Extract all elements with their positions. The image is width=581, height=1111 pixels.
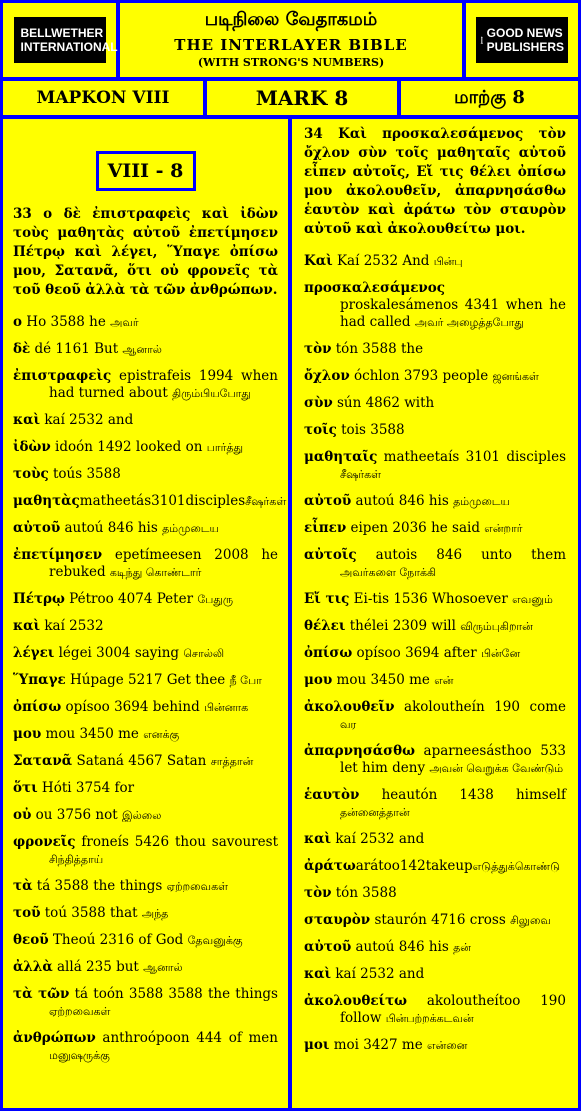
tamil-gloss: சொல்லி (183, 647, 225, 660)
interlinear-word-entry (13, 986, 278, 1020)
greek-word: ὀπίσω (13, 699, 62, 715)
interlinear-word-entry (304, 645, 566, 662)
tamil-gloss: அவர் அழைத்தபோது (414, 316, 524, 329)
interlinear-word-entry (304, 253, 566, 270)
greek-word: μοι (304, 1037, 330, 1053)
tamil-gloss: சிலுவை (510, 914, 551, 927)
tamil-gloss: சாத்தான் (210, 755, 254, 768)
title-tamil: படிநிலை வேதாகமம் (204, 9, 378, 30)
tamil-gloss: எவனும் (512, 593, 553, 606)
greek-word: καὶ (304, 831, 332, 847)
tamil-gloss: அவர்களை நோக்கி (340, 566, 437, 579)
interlinear-word-entry (304, 395, 566, 412)
logo-left-text: BELLWETHER INTERNATIONAL (20, 26, 118, 54)
greek-word: θέλει (304, 618, 346, 634)
greek-word: εἶπεν (304, 520, 347, 536)
tamil-gloss: ஜனங்கள் (492, 370, 539, 383)
interlinear-word-entry (304, 422, 566, 439)
gloss-text: moi 3427 me (329, 1037, 427, 1053)
greek-word: τὸν (304, 885, 332, 901)
verse-33-text: 33 ο δὲ ἐπιστραφεὶς καὶ ἰδὼν τοὺς μαθητὰς αὐτοῦ ἐπετίμησεν Πέτρῳ καὶ λέγει, Ὕπαγε ὀπίσω μου, Σατανᾶ, ὅτι οὐ φρονεῖς τὰ τοῦ θεοῦ ἀλλὰ τὰ τῶν ἀνθρώπων. (13, 206, 278, 298)
greek-word: μου (304, 672, 333, 688)
right-word-list (304, 253, 566, 1054)
gloss-text: óchlon 3793 people (349, 368, 493, 384)
tamil-gloss: தன் (453, 941, 471, 954)
greek-word: τὰ (13, 878, 33, 894)
gloss-text: opísoo 3694 after (352, 645, 481, 661)
greek-word: ὀπίσω (304, 645, 353, 661)
interlinear-word-entry (13, 412, 278, 429)
chapter-label: VIII - 8 (96, 151, 196, 191)
gloss-text: tón 3588 the (331, 341, 424, 357)
band-english-book: MARK 8 (207, 81, 397, 115)
tamil-gloss: அந்த (141, 907, 169, 920)
gloss-text: akoloutheín 190 come (394, 699, 566, 715)
greek-word: ἀράτω (304, 858, 356, 874)
gloss-text: Ho 3588 he (22, 314, 111, 330)
interlinear-word-entry (304, 547, 566, 581)
interlinear-word-entry (13, 547, 278, 581)
tamil-gloss: கடிந்து கொண்டார் (109, 566, 202, 579)
gloss-text: Kaí 2532 And (332, 253, 434, 269)
interlinear-word-entry (304, 618, 566, 635)
interlinear-word-entry (304, 885, 566, 902)
gloss-text: anthroópoon 444 of men (95, 1030, 278, 1046)
tamil-gloss: பின்பற்றக்கடவன் (385, 1012, 474, 1025)
gloss-text: kaí 2532 and (331, 966, 425, 982)
interlinear-word-entry (304, 591, 566, 608)
interlinear-word-entry (304, 341, 566, 358)
interlinear-word-entry (13, 341, 278, 358)
greek-word: τὰ τῶν (13, 986, 70, 1002)
gloss-text: mou 3450 me (332, 672, 435, 688)
title-subtitle: (WITH STRONG'S NUMBERS) (197, 56, 385, 69)
greek-word: θεοῦ (13, 932, 49, 948)
tamil-gloss: அவன் வெறுக்க வேண்டும் (429, 762, 564, 775)
interlinear-word-entry (304, 699, 566, 733)
left-column (3, 119, 288, 1108)
interlinear-word-entry (13, 368, 278, 402)
gloss-text: heautón 1438 himself (359, 787, 566, 803)
header-title-block (120, 3, 462, 77)
gloss-text: akoloutheítoo 190 follow (340, 993, 566, 1026)
tamil-gloss: எனக்கு (143, 728, 180, 741)
greek-word: καὶ (13, 412, 41, 428)
publisher-logo-right (466, 3, 578, 77)
greek-word: φρονεῖς (13, 834, 76, 850)
tamil-gloss: சீஷர்கள் (340, 468, 382, 481)
left-word-list (13, 314, 287, 1064)
greek-word: δὲ (13, 341, 31, 357)
greek-word: σταυρὸν (304, 912, 371, 928)
interlinear-word-entry (304, 280, 566, 331)
greek-word: αὐτοῦ (304, 939, 352, 955)
greek-word: αὐτοῦ (304, 493, 352, 509)
greek-word: τοὺς (13, 466, 49, 482)
greek-word: ἀκολουθεῖν (304, 699, 395, 715)
interlinear-word-entry (304, 743, 566, 777)
interlinear-word-entry (13, 314, 278, 331)
interlinear-word-entry (13, 726, 278, 743)
band-tamil-book: மாற்கு 8 (401, 81, 578, 115)
gloss-text: kaí 2532 and (40, 412, 134, 428)
gloss-text: aparneesásthoo 533 let him deny (340, 743, 566, 776)
interlinear-word-entry (304, 787, 566, 821)
tamil-gloss: அவர் (110, 316, 139, 329)
interlinear-word-entry (304, 520, 566, 537)
logo-right-text: GOOD NEWS PUBLISHERS (486, 26, 564, 54)
greek-word: αὐτοῖς (304, 547, 357, 563)
gloss-text: tois 3588 (336, 422, 405, 438)
interlinear-word-entry (13, 439, 278, 456)
greek-word: ἐπιστραφεὶς (13, 368, 112, 384)
tamil-gloss: திரும்பியபோது (172, 387, 251, 400)
tamil-gloss: ஏற்றவைகள் (49, 1005, 111, 1018)
greek-word: τοῖς (304, 422, 337, 438)
gloss-text: staurón 4716 cross (370, 912, 511, 928)
greek-word: καὶ (304, 966, 332, 982)
gloss-text: ou 3756 not (31, 807, 122, 823)
greek-word: αὐτοῦ (13, 520, 61, 536)
greek-word: τὸν (304, 341, 332, 357)
greek-word: Εἴ τις (304, 591, 350, 607)
gloss-text: dé 1161 But (30, 341, 123, 357)
gloss-text: autois 846 unto them (356, 547, 566, 563)
greek-word: καὶ (13, 618, 41, 634)
interlinear-word-entry (13, 932, 278, 949)
tamil-gloss: விரும்புகிறான் (460, 620, 533, 633)
gloss-text: mou 3450 me (41, 726, 144, 742)
interlinear-word-entry (304, 672, 566, 689)
tamil-gloss: சிந்தித்தாய் (49, 853, 104, 866)
greek-word: μαθηταῖς (304, 449, 378, 465)
greek-word: λέγει (13, 645, 55, 661)
interlinear-word-entry (304, 493, 566, 510)
tamil-gloss: வர (340, 718, 357, 731)
gloss-text: Húpage 5217 Get thee (65, 672, 230, 688)
greek-word: ἀνθρώπων (13, 1030, 96, 1046)
gloss-text: autoú 846 his (60, 520, 163, 536)
gloss-text: tón 3588 (331, 885, 397, 901)
greek-word: ἰδὼν (13, 439, 51, 455)
tamil-gloss: என் (434, 674, 454, 687)
gloss-text: Ei-tis 1536 Whosoever (349, 591, 513, 607)
band-greek-book: ΜΑΡΚΟΝ VIII (3, 81, 203, 115)
tamil-gloss: எடுத்துக்கொண்டு (472, 860, 560, 873)
gloss-text: eipen 2036 he said (346, 520, 485, 536)
greek-word: μου (13, 726, 42, 742)
gloss-text: légei 3004 saying (54, 645, 184, 661)
gloss-text: kaí 2532 and (331, 831, 425, 847)
publisher-logo-left (3, 3, 116, 77)
tamil-gloss: பின்னாக (204, 701, 249, 714)
greek-word: ο (13, 314, 23, 330)
gloss-text: froneís 5426 thou savourest (75, 834, 278, 850)
interlinear-word-entry (13, 959, 278, 976)
gloss-text: allá 235 but (52, 959, 144, 975)
tamil-gloss: தேவனுக்கு (187, 934, 243, 947)
interlinear-word-entry (13, 834, 278, 868)
interlinear-word-entry (304, 912, 566, 929)
greek-word: οὐ (13, 807, 32, 823)
interlinear-word-entry (304, 1037, 566, 1054)
greek-word: ὄχλον (304, 368, 350, 384)
tamil-gloss: ஆனால் (143, 961, 183, 974)
interlinear-word-entry (304, 368, 566, 385)
gloss-text: toús 3588 (48, 466, 121, 482)
tamil-gloss: ஏற்றவைகள் (166, 880, 229, 893)
interlinear-word-entry (13, 591, 278, 608)
greek-word: μαθητὰς (13, 493, 80, 509)
tamil-gloss: தம்முடைய (453, 495, 510, 508)
interlinear-word-entry (13, 780, 278, 797)
interlinear-word-entry (13, 807, 278, 824)
interlinear-word-entry (13, 520, 278, 537)
gloss-text: Sataná 4567 Satan (72, 753, 211, 769)
tamil-gloss: பேதுரு (197, 593, 234, 606)
greek-word: ὅτι (13, 780, 38, 796)
gloss-text: arátoo142takeup (355, 858, 473, 874)
interlinear-word-entry (13, 493, 287, 510)
title-english: THE INTERLAYER BIBLE (174, 36, 408, 54)
trumpet-icon (480, 22, 484, 58)
gloss-text: tá 3588 the things (32, 878, 167, 894)
tamil-gloss: என்னை (426, 1039, 468, 1052)
interlinear-word-entry (13, 905, 278, 922)
tamil-gloss: மனுஷருக்கு (49, 1049, 110, 1062)
greek-word: τοῦ (13, 905, 41, 921)
tamil-gloss: தம்முடைய (162, 522, 219, 535)
gloss-text: sún 4862 with (332, 395, 435, 411)
tamil-gloss: சீஷர்கள் (245, 495, 287, 508)
greek-word: ἀπαρνησάσθω (304, 743, 415, 759)
greek-word: Πέτρῳ (13, 591, 65, 607)
gloss-text: matheetaís 3101 disciples (377, 449, 566, 465)
gloss-text: idoón 1492 looked on (50, 439, 207, 455)
interlinear-word-entry (13, 645, 278, 662)
gloss-text: autoú 846 his (351, 493, 454, 509)
interlinear-word-entry (13, 1030, 278, 1064)
tamil-gloss: ஆனால் (122, 343, 162, 356)
gloss-text: Pétroo 4074 Peter (64, 591, 198, 607)
gloss-text: Theoú 2316 of God (48, 932, 188, 948)
gloss-text: autoú 846 his (351, 939, 454, 955)
interlinear-word-entry (304, 993, 566, 1027)
gloss-text: toú 3588 that (40, 905, 142, 921)
interlinear-word-entry (304, 831, 566, 848)
greek-word: ἐπετίμησεν (13, 547, 103, 563)
greek-word: Ὕπαγε (13, 672, 66, 688)
interlinear-word-entry (304, 449, 566, 483)
gloss-text: Hóti 3754 for (37, 780, 135, 796)
tamil-gloss: பின்பு (433, 255, 463, 268)
interlinear-word-entry (13, 753, 278, 770)
greek-word: προσκαλεσάμενος (304, 280, 446, 296)
gloss-text: thélei 2309 will (345, 618, 461, 634)
tamil-gloss: நீ போ (229, 674, 262, 687)
gloss-text: tá toón 3588 3588 the things (69, 986, 278, 1002)
tamil-gloss: இல்லை (121, 809, 162, 822)
gloss-text: epetímeesen 2008 he rebuked (49, 547, 278, 580)
interlinear-word-entry (304, 939, 566, 956)
gloss-text: epistrafeis 1994 when had turned about (49, 368, 278, 401)
greek-word: Καὶ (304, 253, 333, 269)
verse-34-text: 34 Καὶ προσκαλεσάμενος τὸν ὄχλον σὺν τοῖς μαθηταῖς αὐτοῦ εἶπεν αὐτοῖς, Εἴ τις θέλει ὀπίσω μου ἀκολουθεῖν, ἀπαρνησάσθω ἑαυτὸν καὶ ἀράτω τὸν σταυρὸν αὐτοῦ καὶ ἀκολουθείτω μοι. (304, 126, 566, 237)
greek-word: ἑαυτὸν (304, 787, 360, 803)
greek-word: Σατανᾶ (13, 753, 73, 769)
tamil-gloss: என்றார் (484, 522, 523, 535)
tamil-gloss: தன்னைத்தான் (340, 806, 410, 819)
interlinear-word-entry (13, 466, 278, 483)
interlinear-word-entry (13, 699, 278, 716)
gloss-text: proskalesámenos 4341 when he had called (340, 297, 566, 330)
gloss-text: matheetás3101disciples (79, 493, 246, 509)
gloss-text: kaí 2532 (40, 618, 104, 634)
greek-word: ἀκολουθείτω (304, 993, 408, 1009)
tamil-gloss: பார்த்து (206, 441, 244, 454)
interlinear-word-entry (304, 966, 566, 983)
interlinear-word-entry (13, 618, 278, 635)
gloss-text: opísoo 3694 behind (61, 699, 205, 715)
interlinear-word-entry (13, 878, 278, 895)
right-column (292, 119, 578, 1108)
greek-word: σὺν (304, 395, 333, 411)
interlinear-word-entry (304, 858, 566, 875)
greek-word: ἀλλὰ (13, 959, 53, 975)
interlinear-word-entry (13, 672, 278, 689)
tamil-gloss: பின்னே (480, 647, 521, 660)
